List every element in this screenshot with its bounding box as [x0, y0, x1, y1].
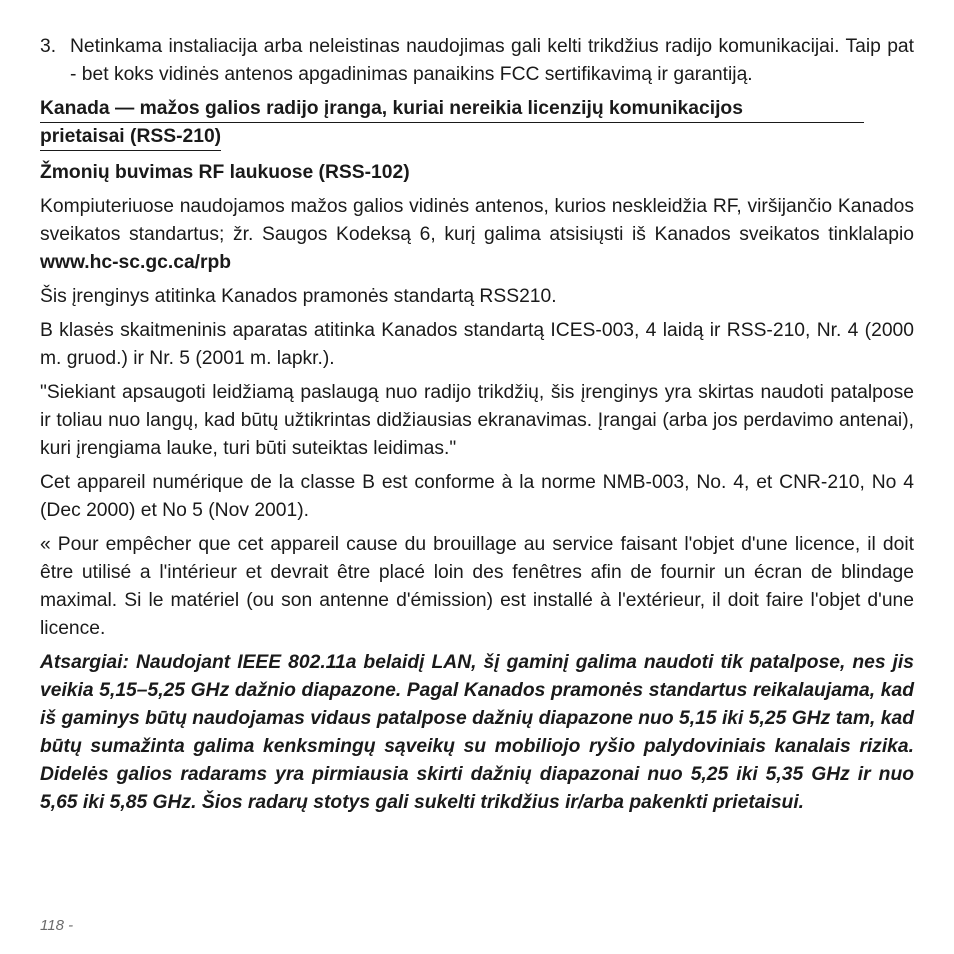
subsection-heading: Žmonių buvimas RF laukuose (RSS-102) [40, 162, 410, 183]
list-item [40, 33, 914, 89]
paragraph-ices003: B klasės skaitmeninis aparatas atitinka Kanados standartą ICES-003, 4 laidą ir RSS-210, Nr. 4 (2000 m. gruod.) ir Nr. 5 (2001 m. lapkr.). [40, 320, 914, 369]
paragraph-rss210: Šis įrenginys atitinka Kanados pramonės standartą RSS210. [40, 286, 557, 307]
section-heading-line-1: Kanada — mažos galios radijo įranga, kuriai nereikia licenzijų komunikacijos [40, 95, 864, 123]
health-canada-link[interactable]: www.hc-sc.gc.ca/rpb [40, 252, 232, 273]
paragraph-nmb003-fr: Cet appareil numérique de la classe B est conforme à la norme NMB-003, No. 4, et CNR-210, No 4 (Dec 2000) et No 5 (Nov 2001). [40, 472, 914, 521]
list-text: Netinkama instaliacija arba neleistinas naudojimas gali kelti trikdžius radijo komunikacijai. Taip pat - bet koks vidinės antenos apgadinimas panaikins FCC sertifikavimą ir garantiją. [70, 36, 914, 85]
page-number: 118 - [40, 917, 74, 934]
paragraph-antennas-text: Kompiuteriuose naudojamos mažos galios vidinės antenos, kurios neskleidžia RF, viršijančio Kanados sveikatos standartus; žr. Saugos Kodeksą 6, kurį galima atsisiųsti iš Kanados sveikatos tinklalapio [40, 196, 914, 245]
warning-paragraph: Atsargiai: Naudojant IEEE 802.11a belaidį LAN, šį gaminį galima naudoti tik patalpose, nes jis veikia 5,15–5,25 GHz dažnio diapazone. Pagal Kanados pramonės standartus reikalaujama, kad iš gaminys būtų naudojamas vidaus patalpose dažnių diapazone nuo 5,15 iki 5,25 GHz tam, kad būtų sumažinta galima kenksmingų sąveikų su mobiliojo ryšio palydoviniais kanalais rizika. Didelės galios radarams yra pirmiausia skirti dažnių diapazonai nuo 5,25 iki 5,35 GHz ir nuo 5,65 iki 5,85 GHz. Šios radarų stotys gali sukelti trikdžius ir/arba pakenkti prietaisui. [40, 652, 914, 813]
paragraph-quote-lt: "Siekiant apsaugoti leidžiamą paslaugą nuo radijo trikdžių, šis įrenginys yra skirtas naudoti patalpose ir toliau nuo langų, kad būtų užtikrintas didžiausias ekranavimas. Įrangai (arba jos perdavimo antenai), kuri įrengiama lauke, turi būti suteiktas leidimas." [40, 382, 914, 459]
section-heading-line-2: prietaisai (RSS-210) [40, 123, 221, 151]
list-number: 3. [40, 36, 57, 57]
paragraph-antennas [40, 193, 914, 277]
paragraph-quote-fr: « Pour empêcher que cet appareil cause du brouillage au service faisant l'objet d'une licence, il doit être utilisé a l'intérieur et devrait être placé loin des fenêtres afin de fournir un écran de blindage maximal. Si le matériel (ou son antenne d'émission) est installé à l'extérieur, il doit faire l'objet d'une licence. [40, 534, 914, 639]
document-page [40, 33, 914, 823]
section-heading [40, 95, 864, 151]
